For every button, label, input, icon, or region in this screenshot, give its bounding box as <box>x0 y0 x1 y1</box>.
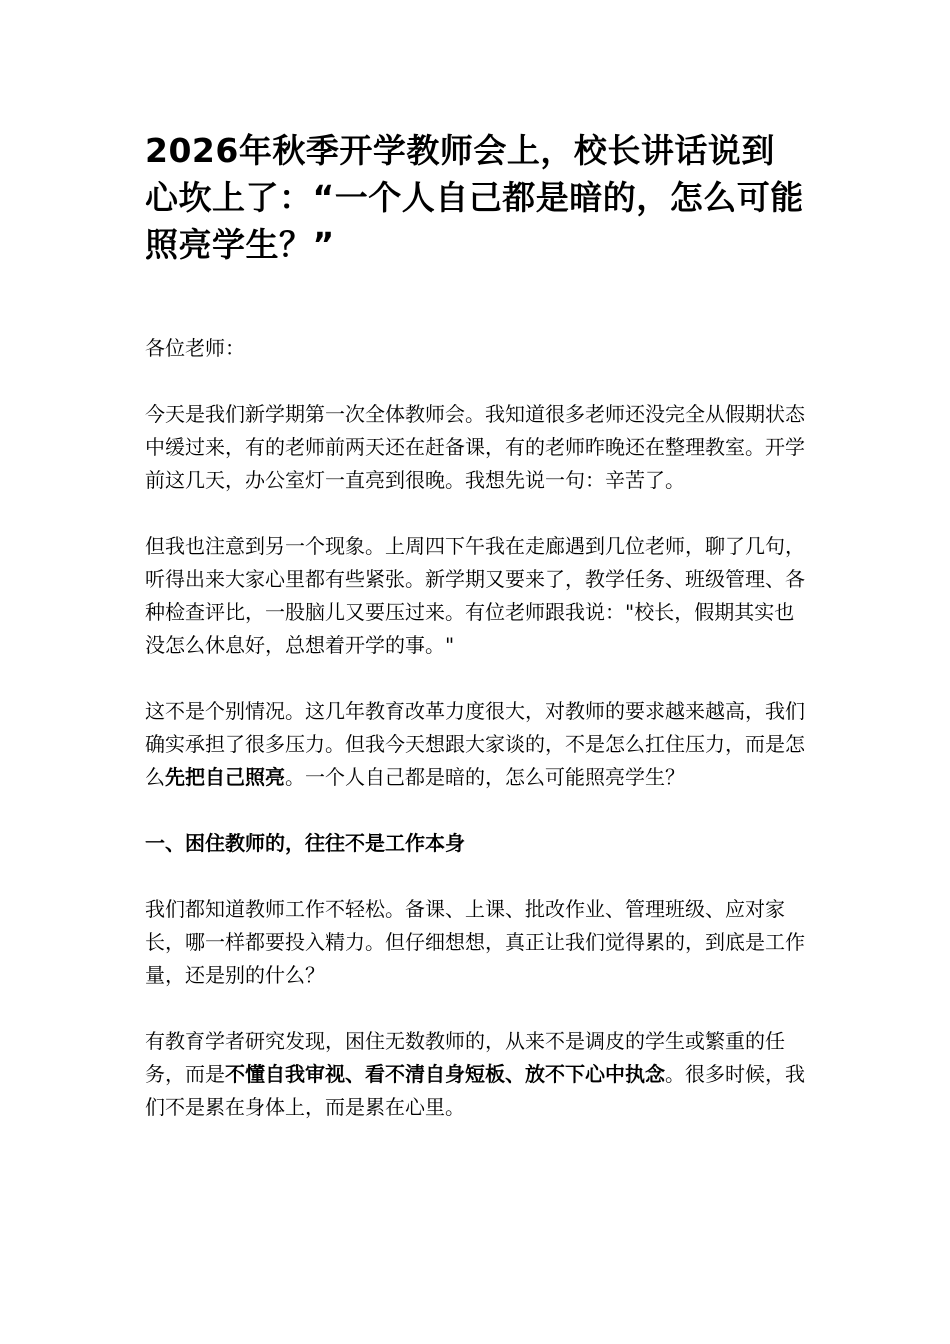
paragraph-1: 今天是我们新学期第一次全体教师会。我知道很多老师还没完全从假期状态中缓过来，有的老师前两天还在赶备课，有的老师昨晚还在整理教室。开学前这几天，办公室灯一直亮到很晚。我想先说一句：辛苦了。 <box>145 402 805 492</box>
paragraph-3-emphasis: 先把自己照亮 <box>165 765 285 789</box>
paragraph-5 <box>145 1025 805 1124</box>
paragraph-2: 但我也注意到另一个现象。上周四下午我在走廊遇到几位老师，聊了几句，听得出来大家心里都有些紧张。新学期又要来了，教学任务、班级管理、各种检查评比，一股脑儿又要压过来。有位老师跟我说："校长，假期其实也没怎么休息好，总想着开学的事。" <box>145 534 805 657</box>
paragraph-3 <box>145 695 805 794</box>
paragraph-5-text-a: 有教育学者研究发现，困住无数教师的，从来不是调皮的学生或繁重的任务，而是 <box>145 1029 785 1086</box>
paragraph-5-emphasis: 不懂自我审视、看不清自身短板、放不下心中执念 <box>225 1062 665 1086</box>
paragraph-3-text-b: 。一个人自己都是暗的，怎么可能照亮学生？ <box>285 765 685 789</box>
greeting: 各位老师： <box>145 336 245 360</box>
document-title: 2026年秋季开学教师会上，校长讲话说到心坎上了：“一个人自己都是暗的，怎么可能照亮学生？” <box>145 131 804 264</box>
paragraph-4: 我们都知道教师工作不轻松。备课、上课、批改作业、管理班级、应对家长，哪一样都要投入精力。但仔细想想，真正让我们觉得累的，到底是工作量，还是别的什么？ <box>145 897 805 987</box>
paragraph-3-text-a: 这不是个别情况。这几年教育改革力度很大，对教师的要求越来越高，我们确实承担了很多压力。但我今天想跟大家谈的，不是怎么扛住压力，而是怎么 <box>145 699 805 789</box>
paragraph-5-text-b: 。很多时候，我们不是累在身体上，而是累在心里。 <box>145 1062 805 1119</box>
document-body <box>145 127 805 1124</box>
section-heading-1: 一、困住教师的，往往不是工作本身 <box>145 831 465 855</box>
